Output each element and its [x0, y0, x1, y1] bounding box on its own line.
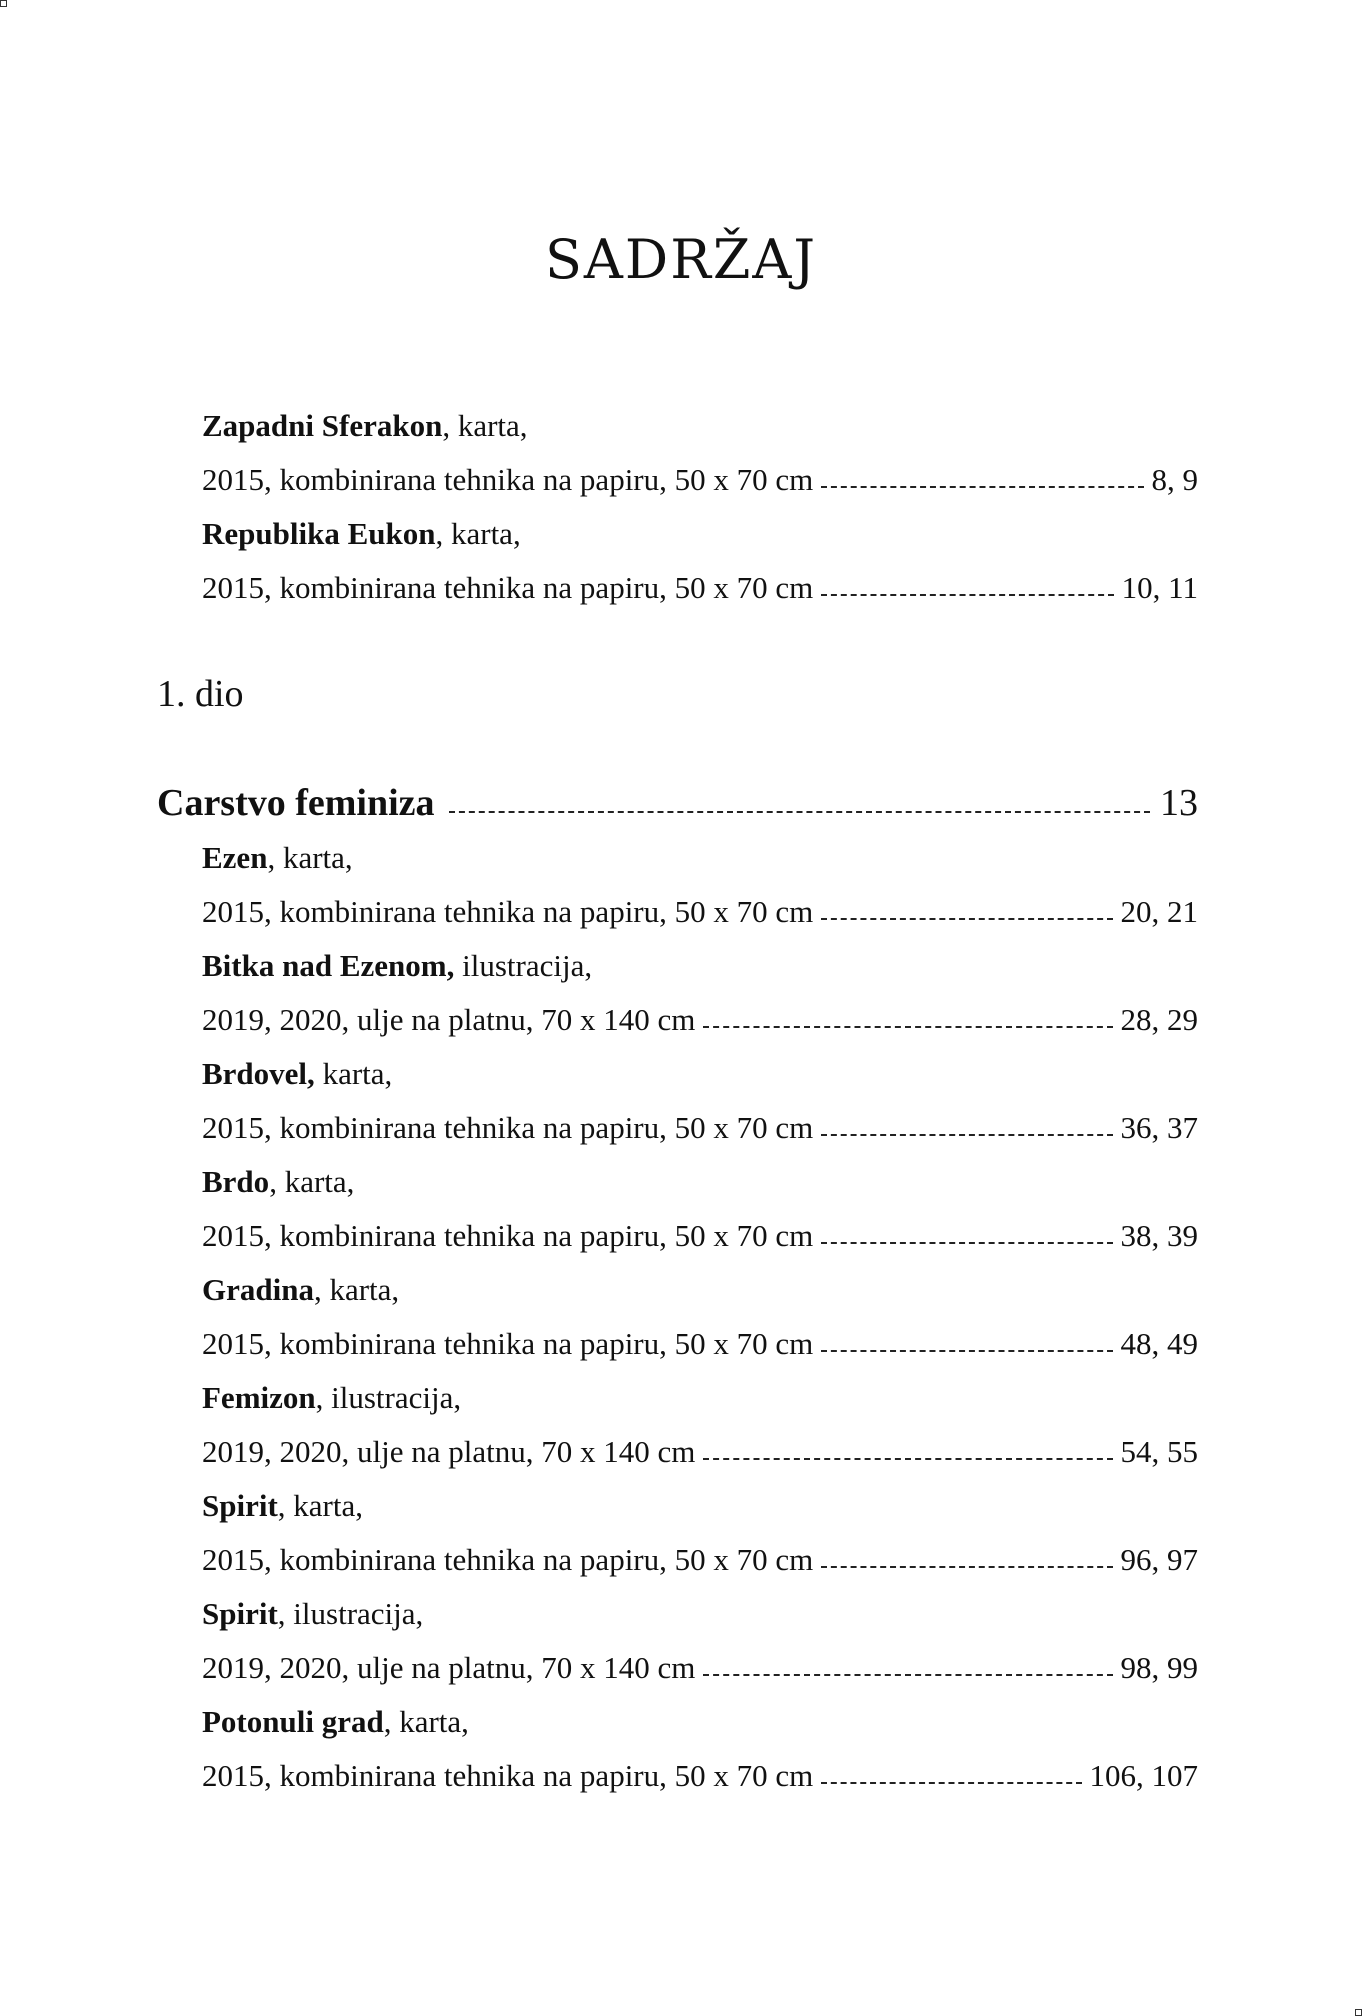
toc-entry-detail	[202, 460, 1198, 500]
entry-type: , karta,	[435, 516, 521, 551]
entry-name: Zapadni Sferakon	[202, 408, 443, 443]
entry-type: , karta,	[269, 1164, 355, 1199]
entry-details: 2019, 2020, ulje na platnu, 70 x 140 cm	[202, 1650, 696, 1685]
toc-entry-heading	[202, 1486, 1198, 1526]
entry-name: Spirit	[202, 1596, 278, 1631]
toc-entry-detail	[202, 1324, 1198, 1364]
entry-pages: 98, 99	[1120, 1650, 1198, 1685]
toc-entry-heading	[202, 838, 1198, 878]
entry-pages: 54, 55	[1120, 1434, 1198, 1469]
entry-name: Brdovel,	[202, 1056, 315, 1091]
toc-entry-detail	[202, 1000, 1198, 1040]
leader-dashes	[821, 594, 1113, 596]
entry-details: 2015, kombinirana tehnika na papiru, 50 x 70 cm	[202, 570, 814, 605]
entry-pages: 20, 21	[1120, 894, 1198, 929]
entry-type: , karta,	[277, 1488, 364, 1523]
entry-type: karta,	[314, 1056, 393, 1091]
leader-dashes	[821, 918, 1112, 920]
entry-name: Bitka nad Ezenom,	[202, 948, 455, 983]
entry-details: 2015, kombinirana tehnika na papiru, 50 x 70 cm	[202, 894, 814, 929]
entry-type: , karta,	[442, 408, 528, 443]
leader-dashes	[821, 1350, 1112, 1352]
entry-name: Potonuli grad	[202, 1704, 384, 1739]
toc-entry-detail	[202, 1648, 1198, 1688]
toc-entry-heading	[202, 514, 1198, 554]
entry-details: 2015, kombinirana tehnika na papiru, 50 x 70 cm	[202, 1326, 814, 1361]
leader-dashes	[821, 1782, 1081, 1784]
entry-pages: 10, 11	[1121, 570, 1198, 605]
leader-dashes	[703, 1458, 1112, 1460]
part-heading: 1. dio	[157, 673, 244, 715]
entry-type: , karta,	[383, 1704, 469, 1739]
entry-type: , karta,	[267, 840, 353, 875]
toc-entry-heading	[202, 1054, 1198, 1094]
toc-entry-detail	[202, 1432, 1198, 1472]
toc-entry-detail	[202, 1108, 1198, 1148]
toc-entry-heading	[202, 1270, 1198, 1310]
entry-name: Brdo	[202, 1164, 270, 1199]
entry-pages: 38, 39	[1120, 1218, 1198, 1253]
toc-entry-detail	[202, 1756, 1198, 1796]
leader-dashes	[449, 811, 1150, 813]
leader-dashes	[821, 486, 1143, 488]
entry-details: 2015, kombinirana tehnika na papiru, 50 x 70 cm	[202, 1218, 814, 1253]
section-title: Carstvo feminiza	[157, 782, 435, 824]
entry-pages: 48, 49	[1120, 1326, 1198, 1361]
leader-dashes	[703, 1026, 1112, 1028]
entry-name: Femizon	[202, 1380, 316, 1415]
toc-entry-detail	[202, 1216, 1198, 1256]
entry-pages: 36, 37	[1120, 1110, 1198, 1145]
entry-type: , ilustracija,	[315, 1380, 462, 1415]
entry-type: , ilustracija,	[277, 1596, 424, 1631]
entry-name: Ezen	[202, 840, 268, 875]
leader-dashes	[821, 1134, 1112, 1136]
section-entry	[157, 781, 1198, 825]
entry-type: , karta,	[313, 1272, 400, 1307]
toc-entry-heading	[202, 1162, 1198, 1202]
entry-pages: 96, 97	[1120, 1542, 1198, 1577]
entry-name: Gradina	[202, 1272, 314, 1307]
toc-entry-detail	[202, 1540, 1198, 1580]
toc-entry-heading	[202, 1378, 1198, 1418]
toc-entry-heading	[202, 1594, 1198, 1634]
entry-pages: 28, 29	[1120, 1002, 1198, 1037]
entry-details: 2019, 2020, ulje na platnu, 70 x 140 cm	[202, 1434, 696, 1469]
entry-name: Spirit	[202, 1488, 278, 1523]
entry-type: ilustracija,	[454, 948, 593, 983]
page-title: SADRŽAJ	[544, 228, 818, 291]
entry-details: 2015, kombinirana tehnika na papiru, 50 x 70 cm	[202, 1758, 814, 1793]
toc-entry-detail	[202, 892, 1198, 932]
crop-mark-bottom-right	[1355, 2009, 1362, 2016]
entry-details: 2015, kombinirana tehnika na papiru, 50 x 70 cm	[202, 1110, 814, 1145]
toc-entry-heading	[202, 946, 1198, 986]
toc-entry-heading	[202, 406, 1198, 446]
entry-pages: 8, 9	[1151, 462, 1198, 497]
entry-details: 2019, 2020, ulje na platnu, 70 x 140 cm	[202, 1002, 696, 1037]
leader-dashes	[821, 1242, 1112, 1244]
leader-dashes	[821, 1566, 1112, 1568]
leader-dashes	[703, 1674, 1112, 1676]
crop-mark-top-left	[0, 0, 7, 7]
entry-pages: 106, 107	[1089, 1758, 1198, 1793]
section-page: 13	[1160, 782, 1198, 824]
entry-name: Republika Eukon	[202, 516, 436, 551]
entry-details: 2015, kombinirana tehnika na papiru, 50 x 70 cm	[202, 462, 814, 497]
toc-entry-heading	[202, 1702, 1198, 1742]
toc-entry-detail	[202, 568, 1198, 608]
entry-details: 2015, kombinirana tehnika na papiru, 50 x 70 cm	[202, 1542, 814, 1577]
